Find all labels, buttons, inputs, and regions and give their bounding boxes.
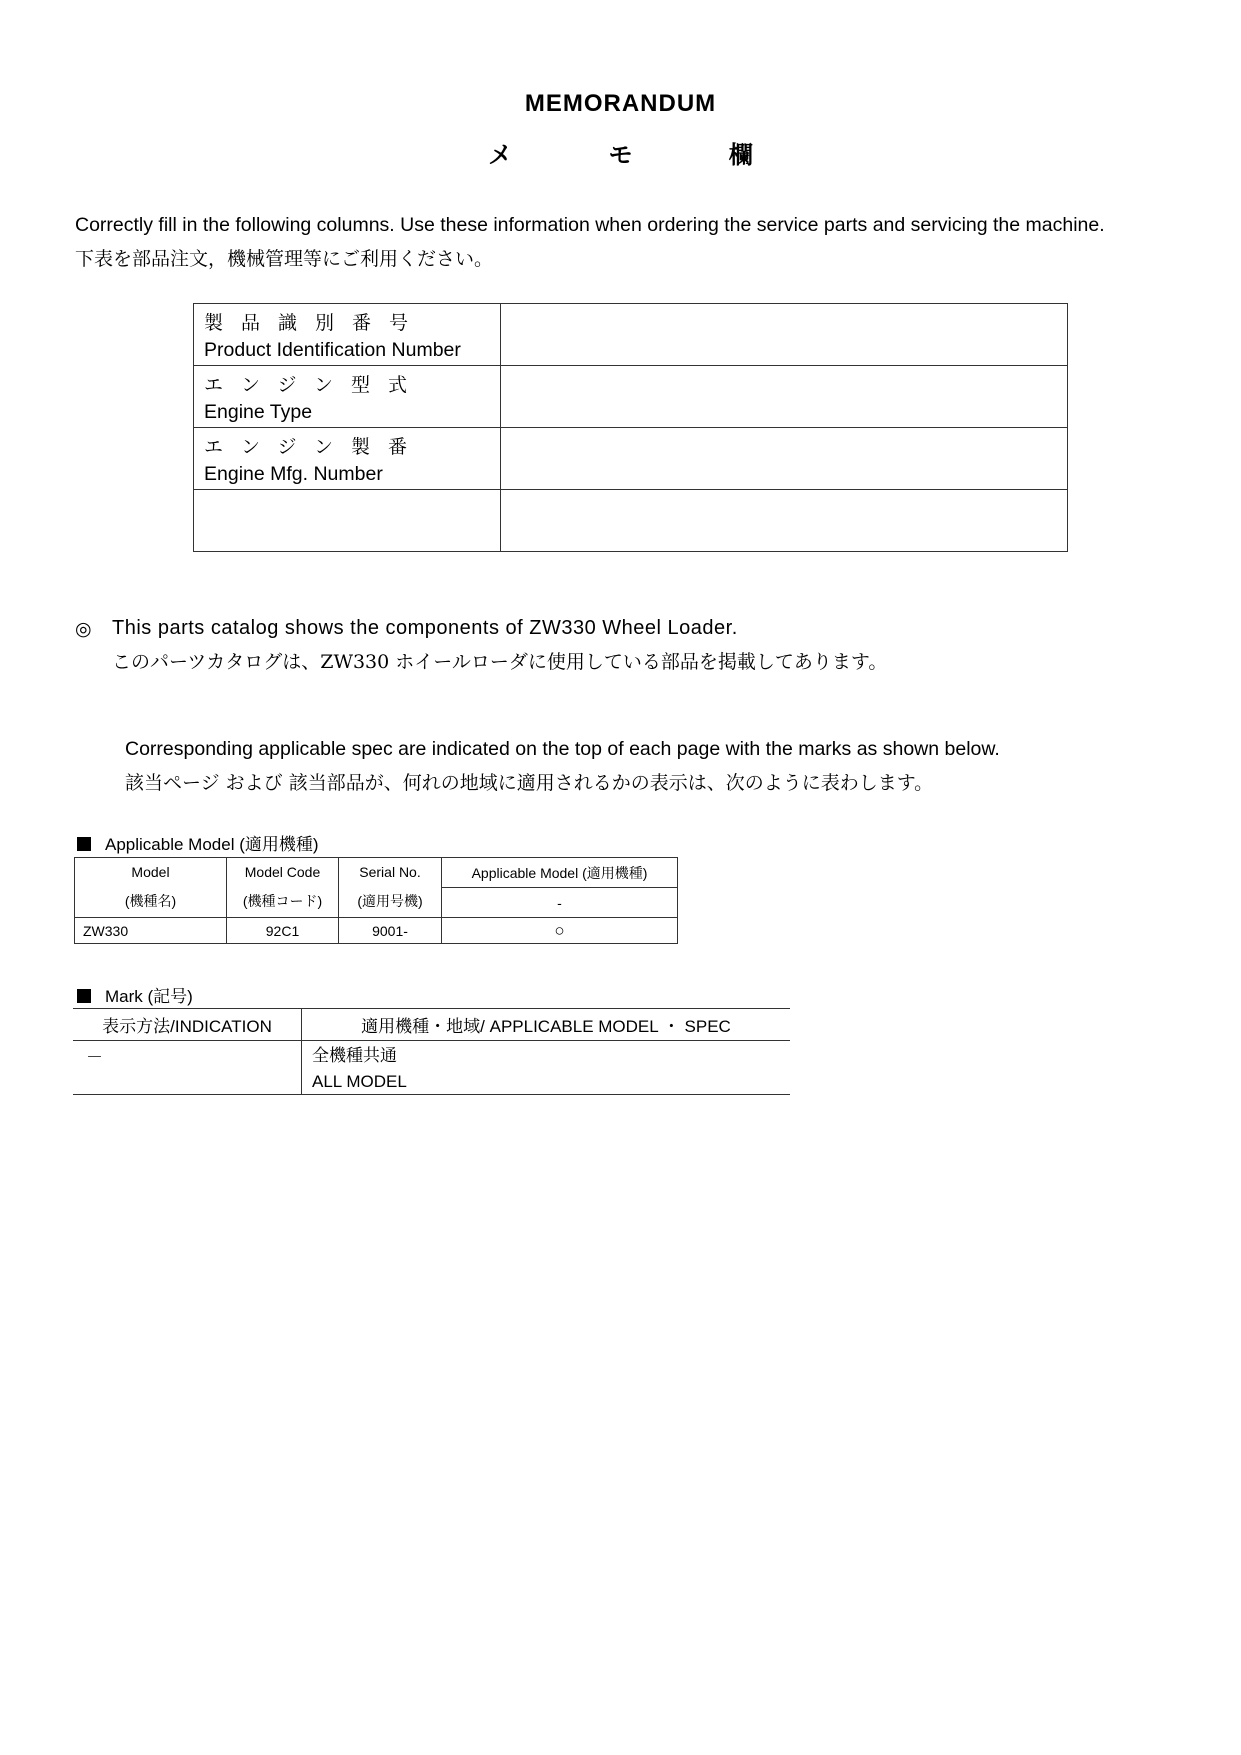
memo-row [194, 304, 1068, 366]
table-row [75, 918, 678, 944]
catalog-note-en: This parts catalog shows the components of ZW330 Wheel Loader. [112, 617, 738, 639]
memo-value-field[interactable] [501, 490, 1068, 552]
header-text-jp: (機種名) [124, 893, 177, 909]
column-header-serial [339, 858, 442, 918]
column-header-applicable: Applicable Model (適用機種) [442, 858, 678, 888]
description-jp: 全機種共通 [312, 1046, 397, 1066]
column-header-indication: 表示方法/INDICATION [73, 1009, 302, 1041]
memo-value-field[interactable] [501, 366, 1068, 428]
intro-text-en: Correctly fill in the following columns. Use these information when ordering the service parts and servicing the machine. [75, 214, 1105, 236]
memo-label-cell [194, 366, 501, 428]
column-header-model-code [227, 858, 339, 918]
cell-description [302, 1041, 791, 1095]
column-header-applicable-sub: - [442, 888, 678, 918]
applicable-model-table [74, 857, 678, 944]
mark-table [73, 1008, 790, 1095]
memo-label-jp: 製品識別番号 [204, 312, 427, 334]
cell-applicable-mark: ○ [442, 918, 678, 944]
title-jp-char: 欄 [728, 140, 753, 169]
square-bullet-icon [77, 989, 91, 1003]
cell-model-code: 92C1 [227, 918, 339, 944]
memo-label-cell [194, 428, 501, 490]
memo-row [194, 490, 1068, 552]
header-text: Serial No. [359, 864, 421, 880]
column-header-model [75, 858, 227, 918]
page-title: MEMORANDUM [524, 90, 717, 117]
header-text: Model Code [244, 864, 321, 880]
memo-label-en: Engine Mfg. Number [204, 463, 383, 485]
memo-label-jp: エンジン型式 [204, 374, 426, 396]
memo-label-en: Product Identification Number [204, 339, 461, 361]
memo-row [194, 366, 1068, 428]
mark-heading-text: Mark (記号) [105, 987, 193, 1006]
memo-value-field[interactable] [501, 304, 1068, 366]
applicable-model-heading [77, 830, 319, 855]
description-en: ALL MODEL [312, 1072, 407, 1091]
spec-note-en: Corresponding applicable spec are indicated on the top of each page with the marks as shown below. [125, 738, 1000, 760]
memo-row [194, 428, 1068, 490]
column-header-applicable-spec: 適用機種・地域/ APPLICABLE MODEL ・ SPEC [302, 1009, 791, 1041]
title-jp-char: モ [608, 140, 633, 169]
table-header-row [73, 1009, 790, 1041]
memo-label-cell [194, 304, 501, 366]
memo-label-en: Engine Type [204, 401, 313, 423]
catalog-note-jp: このパーツカタログは、ZW330 ホイールローダに使用している部品を掲載してあります。 [112, 651, 888, 673]
memo-label-jp: エンジン製番 [204, 436, 426, 458]
header-text-jp: (機種コード) [242, 893, 323, 909]
memo-label-cell [194, 490, 501, 552]
cell-model: ZW330 [75, 918, 227, 944]
applicable-model-heading-text: Applicable Model (適用機種) [105, 835, 319, 854]
spec-note-jp: 該当ページ および 該当部品が、何れの地域に適用されるかの表示は、次のように表わします。 [125, 772, 934, 794]
page-title-jp [0, 135, 1241, 170]
cell-indication: － [73, 1041, 302, 1095]
memo-table [193, 303, 1068, 552]
mark-heading [77, 982, 193, 1007]
table-header-row [75, 858, 678, 888]
header-text: Model [131, 864, 170, 880]
table-row [73, 1041, 790, 1095]
square-bullet-icon [77, 837, 91, 851]
intro-text-jp: 下表を部品注文，機械管理等にご利用ください。 [75, 248, 494, 270]
memo-value-field[interactable] [501, 428, 1068, 490]
bullseye-icon: ◎ [75, 619, 92, 640]
cell-serial: 9001- [339, 918, 442, 944]
title-jp-char: メ [488, 140, 513, 169]
header-text-jp: (適用号機) [357, 893, 423, 909]
